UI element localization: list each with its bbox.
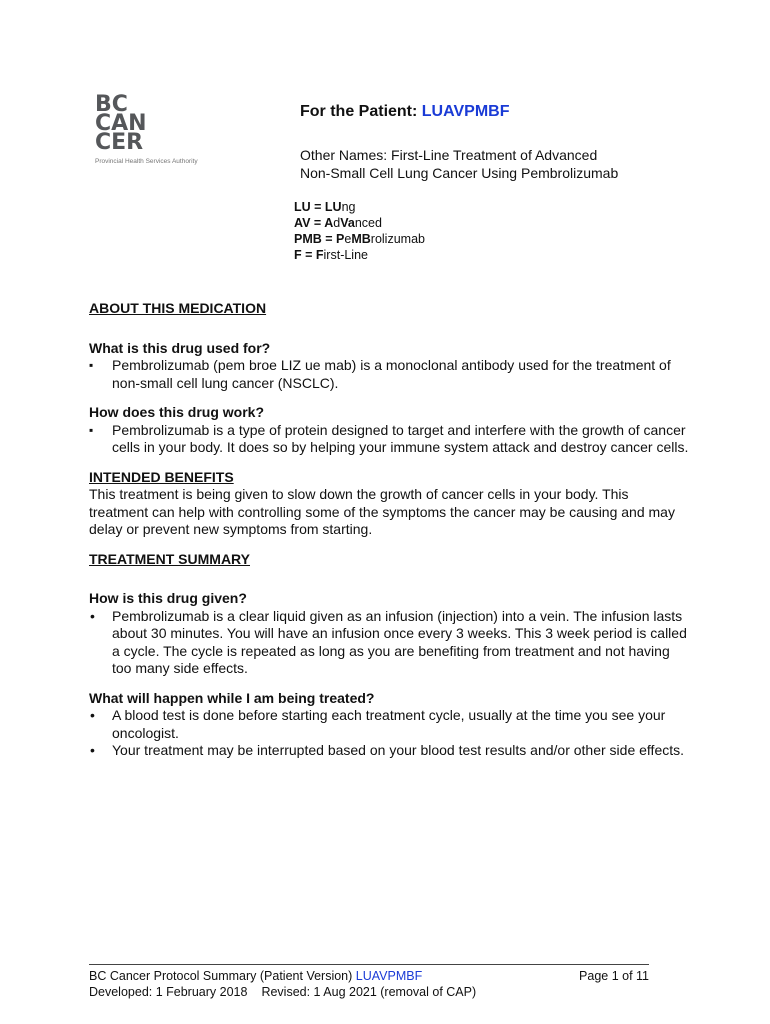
list-item: • A blood test is done before starting each treatment cycle, usually at the time you see your oncologist. <box>89 707 689 742</box>
other-names-line-2: Non-Small Cell Lung Cancer Using Pembrolizumab <box>300 165 619 181</box>
other-names-line-1: Other Names: First-Line Treatment of Advanced <box>300 147 598 163</box>
logo-subtitle: Provincial Health Services Authority <box>95 158 198 165</box>
question-while-treated: What will happen while I am being treated? <box>89 689 375 706</box>
bc-cancer-logo <box>95 92 225 165</box>
page-footer <box>89 964 649 1000</box>
footer-protocol-code: LUAVPMBF <box>355 969 423 983</box>
footer-developed: Developed: 1 February 2018 <box>89 985 248 999</box>
question-how-given: How is this drug given? <box>89 590 247 606</box>
benefits-text: This treatment is being given to slow down the growth of cancer cells in your body. This treatment can help with controlling some of the symptoms the cancer may be causing and may delay or prevent new symptoms from starting. <box>89 486 675 537</box>
abbreviation-av: AV = AdVanced <box>294 216 382 230</box>
abbreviation-pmb: PMB = PeMBrolizumab <box>294 232 425 246</box>
footer-protocol: BC Cancer Protocol Summary (Patient Version) LUAVPMBF <box>89 969 423 983</box>
list-item: ▪ Pembrolizumab (pem broe LIZ ue mab) is a monoclonal antibody used for the treatment of non-small cell lung cancer (NSCLC). <box>89 357 689 392</box>
list-item: ▪ Pembrolizumab is a type of protein designed to target and interfere with the growth of cancer cells in your body. It does so by helping your immune system attack and destroy cancer cells. <box>89 422 689 457</box>
list-item: • Pembrolizumab is a clear liquid given as an infusion (injection) into a vein. The infusion lasts about 30 minutes. You will have an infusion once every 3 weeks. This 3 week period is called a cycle. The cycle is repeated as long as you are benefiting from treatment and not having too many side effects. <box>89 608 689 678</box>
document-body <box>89 300 689 760</box>
while-treated-list <box>89 707 689 760</box>
abbreviation-f: F = First-Line <box>294 248 368 262</box>
how-works-list <box>89 422 689 457</box>
title-prefix: For the Patient: <box>300 103 422 120</box>
page-title <box>300 103 509 121</box>
list-item: • Your treatment may be interrupted based on your blood test results and/or other side effects. <box>89 742 689 760</box>
other-names <box>300 146 618 182</box>
abbreviation-lu: LU = LUng <box>294 200 356 214</box>
question-used-for: What is this drug used for? <box>89 339 271 356</box>
logo-line-3: CER <box>95 130 144 155</box>
how-given-list <box>89 608 689 678</box>
question-how-works: How does this drug work? <box>89 404 265 420</box>
footer-revised: Revised: 1 Aug 2021 (removal of CAP) <box>261 985 477 999</box>
abbreviation-list <box>294 199 425 263</box>
summary-heading: TREATMENT SUMMARY <box>89 550 250 567</box>
logo-line-2: CAN <box>95 111 147 136</box>
footer-page-number: Page 1 of 11 <box>579 969 649 983</box>
logo-line-1: BC <box>95 92 128 117</box>
benefits-heading: INTENDED BENEFITS <box>89 468 234 485</box>
title-protocol-code: LUAVPMBF <box>421 103 510 120</box>
used-for-list <box>89 357 689 392</box>
about-heading: ABOUT THIS MEDICATION <box>89 300 267 316</box>
